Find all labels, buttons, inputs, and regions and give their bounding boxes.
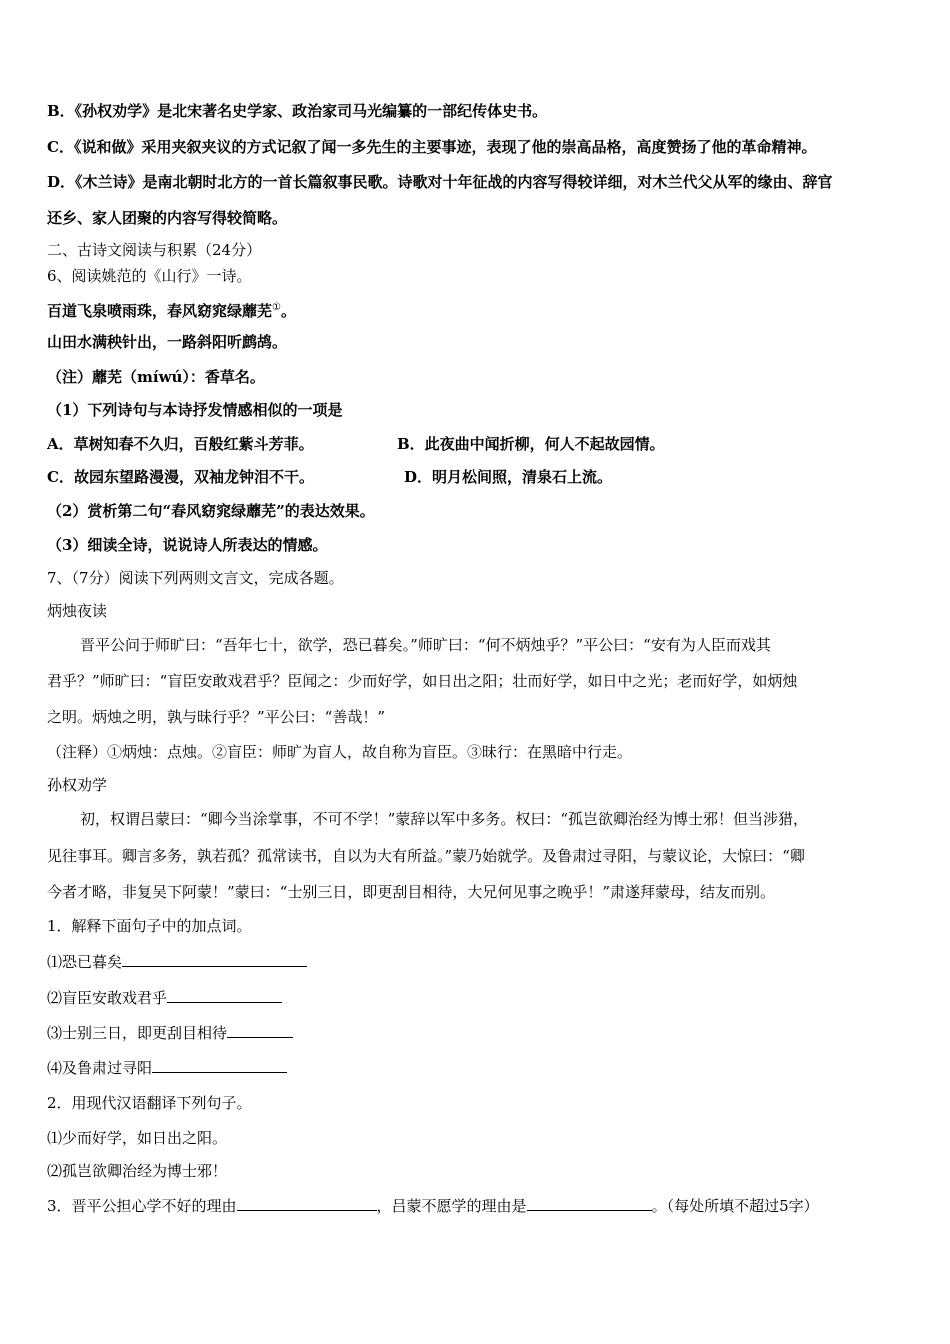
poem-line-1-text: 百道飞泉喷雨珠，春风窈窕绿蘼芜 (47, 302, 273, 320)
answer-blank[interactable] (122, 951, 307, 967)
passage-2-line-3: 今者才略，非复吴下阿蒙！”蒙曰：“士别三日，即更刮目相待，大兄何见事之晚乎！”肃遂拜蒙母，结友而别。 (47, 883, 776, 901)
q7-sub-1-item-4 (47, 1057, 287, 1078)
q7-sub-1-item-4-text: ⑷及鲁肃过寻阳 (47, 1059, 153, 1077)
answer-blank[interactable] (167, 987, 282, 1003)
q7-sub-1-item-3-text: ⑶士别三日，即更刮目相待 (47, 1024, 228, 1042)
q7-sub-1-item-1 (47, 951, 307, 972)
q6-sub-3: （3）细读全诗，说说诗人所表达的情感。 (47, 536, 328, 554)
q7-sub-3-part-a: 3．晋平公担心学不好的理由 (47, 1197, 237, 1215)
q7-sub-1-item-3 (47, 1022, 293, 1043)
option-d-line2: 还乡、家人团聚的内容写得较简略。 (47, 209, 288, 227)
q6-option-a: A．草树知春不久归，百般红紫斗芳菲。 (47, 435, 314, 453)
q6-sub-1: （1）下列诗句与本诗抒发情感相似的一项是 (47, 401, 343, 419)
option-d-line1: D．《木兰诗》是南北朝时北方的一首长篇叙事民歌。诗歌对十年征战的内容写得较详细，对木兰代父从军的缘由、辞官 (47, 173, 833, 191)
q7-sub-1-item-2 (47, 987, 282, 1008)
passage-1-line-1: 晋平公问于师旷曰：“吾年七十，欲学，恐已暮矣。”师旷曰：“何不炳烛乎？”平公曰：“安有为人臣而戏其 (80, 636, 771, 654)
answer-blank[interactable] (237, 1195, 377, 1211)
option-c: C．《说和做》采用夹叙夹议的方式记叙了闻一多先生的主要事迹，表现了他的崇高品格，高度赞扬了他的革命精神。 (47, 138, 817, 156)
q7-sub-3-part-c: 。（每处所填不超过5字） (651, 1197, 819, 1215)
option-b: B．《孙权劝学》是北宋著名史学家、政治家司马光编纂的一部纪传体史书。 (47, 102, 548, 120)
q7-sub-1: 1．解释下面句子中的加点词。 (47, 917, 252, 935)
poem-line-1-end: 。 (280, 302, 296, 320)
passage-1-line-2: 君乎？”师旷曰：“盲臣安敢戏君乎？臣闻之：少而好学，如日出之阳；壮而好学，如日中之光；老而好学，如炳烛 (47, 672, 798, 690)
passage-2-title: 孙权劝学 (47, 776, 108, 794)
q6-option-c: C．故园东望路漫漫，双袖龙钟泪不干。 (47, 468, 314, 486)
passage-1-notes: （注释）①炳烛：点烛。②盲臣：师旷为盲人，故自称为盲臣。③昧行：在黑暗中行走。 (47, 743, 633, 761)
q7-sub-2: 2．用现代汉语翻译下列句子。 (47, 1094, 252, 1112)
section-2-heading: 二、古诗文阅读与积累（24分） (47, 241, 262, 259)
q7-sub-3 (47, 1195, 819, 1216)
q7-sub-1-item-2-text: ⑵盲臣安敢戏君乎 (47, 989, 168, 1007)
q6-sub-2: （2）赏析第二句“春风窈窕绿蘼芜”的表达效果。 (47, 502, 375, 520)
q7-sub-1-item-1-text: ⑴恐已暮矣 (47, 953, 123, 971)
question-6-intro: 6、阅读姚范的《山行》一诗。 (47, 267, 252, 285)
passage-2-line-1: 初，权谓吕蒙曰：“卿今当涂掌事，不可不学！”蒙辞以军中多务。权曰：“孤岂欲卿治经为博士邪！但当涉猎， (80, 810, 809, 828)
passage-1-title: 炳烛夜读 (47, 602, 108, 620)
passage-1-line-3: 之明。炳烛之明，孰与昧行乎？”平公曰：“善哉！” (47, 708, 386, 726)
q7-sub-3-part-b: ，吕蒙不愿学的理由是 (376, 1197, 527, 1215)
answer-blank[interactable] (527, 1195, 652, 1211)
poem-line-2: 山田水满秧针出，一路斜阳听鹧鸪。 (47, 333, 288, 351)
footnote-marker: ① (272, 302, 281, 313)
poem-line-1 (47, 298, 296, 321)
answer-blank[interactable] (227, 1022, 293, 1038)
q6-option-b: B．此夜曲中闻折柳，何人不起故园情。 (397, 435, 665, 453)
q6-option-d: D．明月松间照，清泉石上流。 (404, 468, 613, 486)
passage-2-line-2: 见往事耳。卿言多务，孰若孤？孤常读书，自以为大有所益。”蒙乃始就学。及鲁肃过寻阳，与蒙议论，大惊曰：“卿 (47, 847, 805, 865)
question-7-intro: 7、（7分）阅读下列两则文言文，完成各题。 (47, 569, 344, 587)
q7-sub-2-item-2: ⑵孤岂欲卿治经为博士邪！ (47, 1162, 228, 1180)
answer-blank[interactable] (152, 1057, 287, 1073)
poem-note: （注）蘼芜（míwú）：香草名。 (47, 368, 265, 386)
q7-sub-2-item-1: ⑴少而好学，如日出之阳。 (47, 1129, 228, 1147)
